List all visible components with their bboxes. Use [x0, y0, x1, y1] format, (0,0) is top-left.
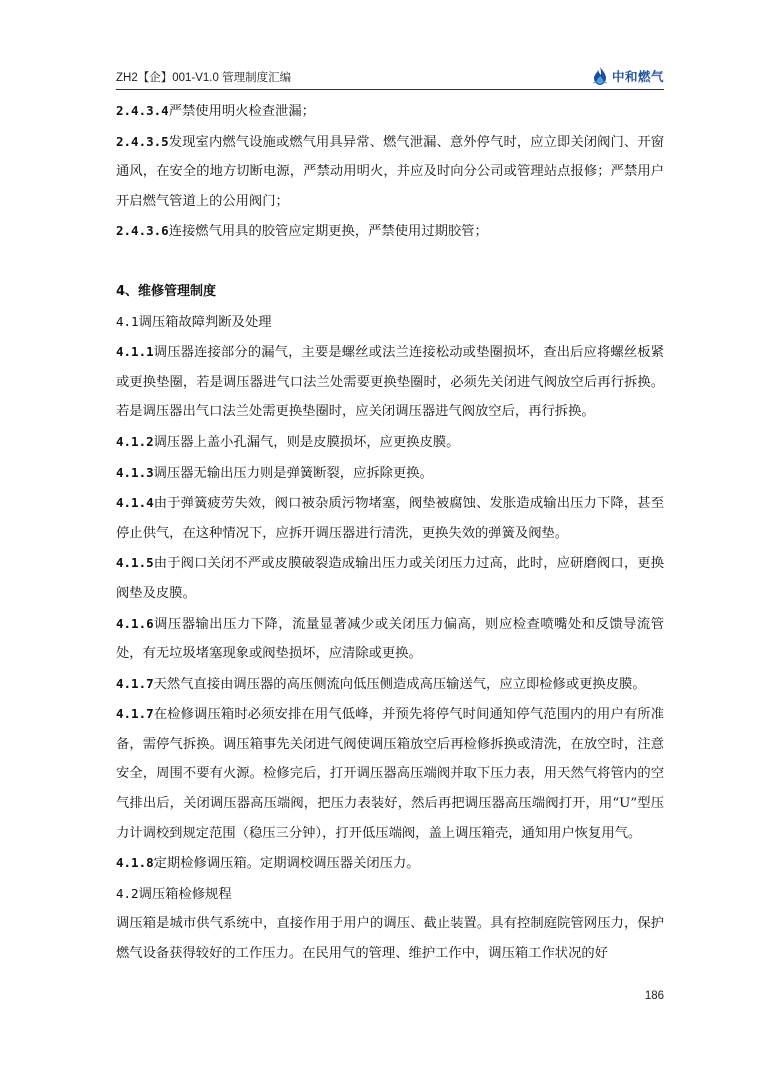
clause-4-1-2: 4.1.2调压器上盖小孔漏气，则是皮膜损坏，应更换皮膜。 [116, 433, 460, 450]
page-number: 186 [644, 990, 664, 1002]
subsection-heading-4-1: 4.1调压箱故障判断及处理 [116, 313, 272, 330]
document-body [116, 96, 664, 969]
body-paragraph: 调压箱是城市供气系统中，直接作用于用户的调压、截止装置。具有控制庭院管网压力，保护燃气设备获得较好的工作压力。在民用气的管理、维护工作中，调压箱工作状况的好 [116, 916, 664, 962]
clause-4-1-4: 4.1.4由于弹簧疲劳失效，阀口被杂质污物堵塞，阀垫被腐蚀、发胀造成输出压力下降，甚至停止供气，在这种情况下，应拆开调压器进行清洗，更换失效的弹簧及阀垫。 [116, 495, 664, 541]
clause-2-4-3-5: 2.4.3.5发现室内燃气设施或燃气用具异常、燃气泄漏、意外停气时，应立即关闭阀门、开窗通风，在安全的地方切断电源，严禁动用明火，并应及时向分公司或管理站点报修；严禁用户开启燃气管道上的公用阀门； [116, 133, 664, 209]
section-gap [116, 247, 664, 277]
clause-4-1-5: 4.1.5由于阀口关闭不严或皮膜破裂造成输出压力或关闭压力过高，此时，应研磨阀口，更换阀垫及皮膜。 [116, 555, 664, 601]
section-heading-4: 4、维修管理制度 [116, 283, 217, 299]
company-logo [591, 65, 664, 87]
clause-4-1-3: 4.1.3调压器无输出压力则是弹簧断裂，应拆除更换。 [116, 464, 433, 481]
clause-2-4-3-4: 2.4.3.4严禁使用明火检查泄漏； [116, 103, 315, 119]
header-divider [116, 89, 664, 90]
logo-text: 中和燃气 [611, 69, 664, 84]
page-header [116, 64, 664, 90]
clause-4-1-8: 4.1.8定期检修调压箱。定期调校调压器关闭压力。 [116, 855, 420, 872]
clause-4-1-6: 4.1.6调压器输出压力下降，流量显著减少或关闭压力偏高，则应检查喷嘴处和反馈导流管处，有无垃圾堵塞现象或阀垫损坏，应清除或更换。 [116, 615, 664, 662]
document-code: ZH2【企】001-V1.0 管理制度汇编 [116, 72, 292, 84]
subsection-heading-4-2: 4.2调压箱检修规程 [116, 885, 232, 902]
flame-logo-icon [591, 66, 609, 86]
clause-2-4-3-6: 2.4.3.6连接燃气用具的胶管应定期更换，严禁使用过期胶管； [116, 223, 488, 240]
clause-4-1-1: 4.1.1调压器连接部分的漏气，主要是螺丝或法兰连接松动或垫圈损坏，查出后应将螺丝板紧或更换垫圈，若是调压器进气口法兰处需要更换垫圈时，必须先关闭进气阀放空后再行拆换。若是调压器出气口法兰处需更换垫圈时，应关闭调压器进气阀放空后，再行拆换。 [116, 344, 664, 420]
clause-4-1-7-b: 4.1.7在检修调压箱时必须安排在用气低峰，并预先将停气时间通知停气范围内的用户有所准备，需停气拆换。调压箱事先关闭进气阀使调压箱放空后再检修拆换或清洗，在放空时，注意安全，周围不要有火源。检修完后，打开调压器高压端阀并取下压力表，用天然气将管内的空气排出后，关闭调压器高压端阀，把压力表装好，然后再把调压器高压端阀打开，用“U”型压力计调校到规定范围（稳压三分钟），打开低压端阀，盖上调压箱壳，通知用户恢复用气。 [116, 706, 664, 841]
clause-4-1-7-a: 4.1.7天然气直接由调压器的高压侧流向低压侧造成高压输送气，应立即检修或更换皮膜。 [116, 675, 646, 692]
